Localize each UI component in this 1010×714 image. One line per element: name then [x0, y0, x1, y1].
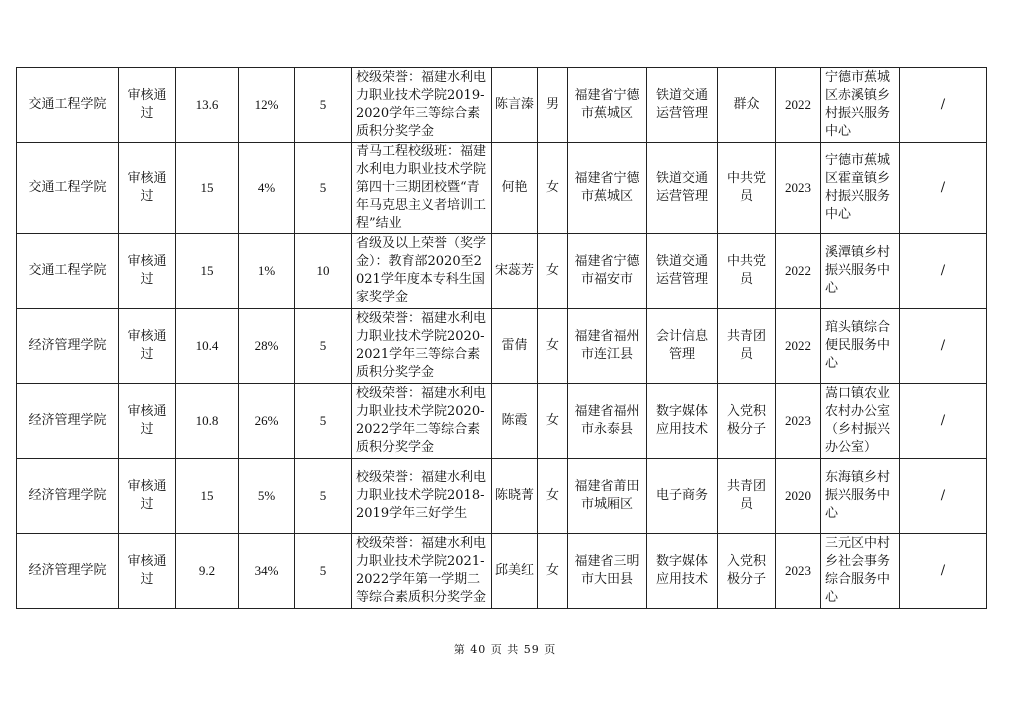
college-cell: 交通工程学院: [17, 68, 119, 143]
honor-cell: 校级荣誉：福建水利电力职业技术学院2019-2020学年三等综合素质积分奖学金: [352, 68, 492, 143]
year-cell: 2022: [776, 68, 821, 143]
score-cell: 10.8: [176, 384, 239, 459]
origin-cell: 福建省莆田市城厢区: [568, 459, 647, 534]
status-cell: 审核通过: [119, 534, 176, 609]
political-cell: 入党积极分子: [718, 384, 776, 459]
score-cell: 13.6: [176, 68, 239, 143]
workplace-cell: 嵩口镇农业农村办公室（乡村振兴办公室）: [821, 384, 900, 459]
rank-cell: 1%: [239, 234, 295, 309]
year-cell: 2020: [776, 459, 821, 534]
points-cell: 5: [295, 309, 352, 384]
college-cell: 交通工程学院: [17, 234, 119, 309]
origin-cell: 福建省福州市连江县: [568, 309, 647, 384]
points-cell: 5: [295, 68, 352, 143]
workplace-cell: 宁德市蕉城区霍童镇乡村振兴服务中心: [821, 143, 900, 234]
workplace-cell: 琯头镇综合便民服务中心: [821, 309, 900, 384]
name-cell: 雷倩: [492, 309, 538, 384]
score-cell: 15: [176, 143, 239, 234]
gender-cell: 男: [538, 68, 568, 143]
score-cell: 15: [176, 459, 239, 534]
political-cell: 中共党员: [718, 143, 776, 234]
rank-cell: 26%: [239, 384, 295, 459]
gender-cell: 女: [538, 143, 568, 234]
origin-cell: 福建省宁德市蕉城区: [568, 68, 647, 143]
note-cell: /: [900, 459, 987, 534]
rank-cell: 28%: [239, 309, 295, 384]
college-cell: 经济管理学院: [17, 384, 119, 459]
workplace-cell: 东海镇乡村振兴服务中心: [821, 459, 900, 534]
note-cell: /: [900, 309, 987, 384]
note-cell: /: [900, 234, 987, 309]
college-cell: 交通工程学院: [17, 143, 119, 234]
table-row: [17, 384, 987, 459]
points-cell: 5: [295, 384, 352, 459]
major-cell: 铁道交通运营管理: [647, 143, 718, 234]
status-cell: 审核通过: [119, 384, 176, 459]
name-cell: 何艳: [492, 143, 538, 234]
workplace-cell: 三元区中村乡社会事务综合服务中心: [821, 534, 900, 609]
honor-cell: 校级荣誉：福建水利电力职业技术学院2021-2022学年第一学期二等综合素质积分奖学金: [352, 534, 492, 609]
honor-cell: 校级荣誉：福建水利电力职业技术学院2020-2021学年三等综合素质积分奖学金: [352, 309, 492, 384]
status-cell: 审核通过: [119, 309, 176, 384]
gender-cell: 女: [538, 384, 568, 459]
points-cell: 5: [295, 534, 352, 609]
rank-cell: 5%: [239, 459, 295, 534]
score-cell: 15: [176, 234, 239, 309]
name-cell: 陈言溱: [492, 68, 538, 143]
origin-cell: 福建省宁德市福安市: [568, 234, 647, 309]
rank-cell: 12%: [239, 68, 295, 143]
table-row: [17, 459, 987, 534]
note-cell: /: [900, 143, 987, 234]
origin-cell: 福建省宁德市蕉城区: [568, 143, 647, 234]
table-row: [17, 68, 987, 143]
honor-cell: 校级荣誉：福建水利电力职业技术学院2020-2022学年二等综合素质积分奖学金: [352, 384, 492, 459]
year-cell: 2023: [776, 384, 821, 459]
political-cell: 中共党员: [718, 234, 776, 309]
gender-cell: 女: [538, 459, 568, 534]
note-cell: /: [900, 384, 987, 459]
name-cell: 陈晓菁: [492, 459, 538, 534]
note-cell: /: [900, 534, 987, 609]
major-cell: 数字媒体应用技术: [647, 384, 718, 459]
year-cell: 2023: [776, 143, 821, 234]
year-cell: 2022: [776, 234, 821, 309]
points-cell: 10: [295, 234, 352, 309]
status-cell: 审核通过: [119, 234, 176, 309]
table-row: [17, 534, 987, 609]
name-cell: 邱美红: [492, 534, 538, 609]
political-cell: 入党积极分子: [718, 534, 776, 609]
score-cell: 9.2: [176, 534, 239, 609]
political-cell: 群众: [718, 68, 776, 143]
rank-cell: 34%: [239, 534, 295, 609]
points-cell: 5: [295, 459, 352, 534]
major-cell: 铁道交通运营管理: [647, 68, 718, 143]
origin-cell: 福建省福州市永泰县: [568, 384, 647, 459]
college-cell: 经济管理学院: [17, 534, 119, 609]
workplace-cell: 溪潭镇乡村振兴服务中心: [821, 234, 900, 309]
year-cell: 2023: [776, 534, 821, 609]
origin-cell: 福建省三明市大田县: [568, 534, 647, 609]
table-row: [17, 234, 987, 309]
college-cell: 经济管理学院: [17, 309, 119, 384]
name-cell: 陈霞: [492, 384, 538, 459]
gender-cell: 女: [538, 234, 568, 309]
record-table: [16, 67, 987, 609]
score-cell: 10.4: [176, 309, 239, 384]
gender-cell: 女: [538, 534, 568, 609]
table-row: [17, 143, 987, 234]
table-row: [17, 309, 987, 384]
note-cell: /: [900, 68, 987, 143]
college-cell: 经济管理学院: [17, 459, 119, 534]
major-cell: 数字媒体应用技术: [647, 534, 718, 609]
workplace-cell: 宁德市蕉城区赤溪镇乡村振兴服务中心: [821, 68, 900, 143]
major-cell: 铁道交通运营管理: [647, 234, 718, 309]
status-cell: 审核通过: [119, 143, 176, 234]
year-cell: 2022: [776, 309, 821, 384]
political-cell: 共青团员: [718, 309, 776, 384]
name-cell: 宋蕊芳: [492, 234, 538, 309]
status-cell: 审核通过: [119, 459, 176, 534]
major-cell: 电子商务: [647, 459, 718, 534]
gender-cell: 女: [538, 309, 568, 384]
honor-cell: 青马工程校级班：福建水利电力职业技术学院第四十三期团校暨“青年马克思主义者培训工程”结业: [352, 143, 492, 234]
political-cell: 共青团员: [718, 459, 776, 534]
rank-cell: 4%: [239, 143, 295, 234]
status-cell: 审核通过: [119, 68, 176, 143]
points-cell: 5: [295, 143, 352, 234]
honor-cell: 校级荣誉：福建水利电力职业技术学院2018-2019学年三好学生: [352, 459, 492, 534]
honor-cell: 省级及以上荣誉（奖学金）：教育部2020至2021学年度本专科生国家奖学金: [352, 234, 492, 309]
page-number: 第 40 页 共 59 页: [453, 643, 557, 656]
major-cell: 会计信息管理: [647, 309, 718, 384]
